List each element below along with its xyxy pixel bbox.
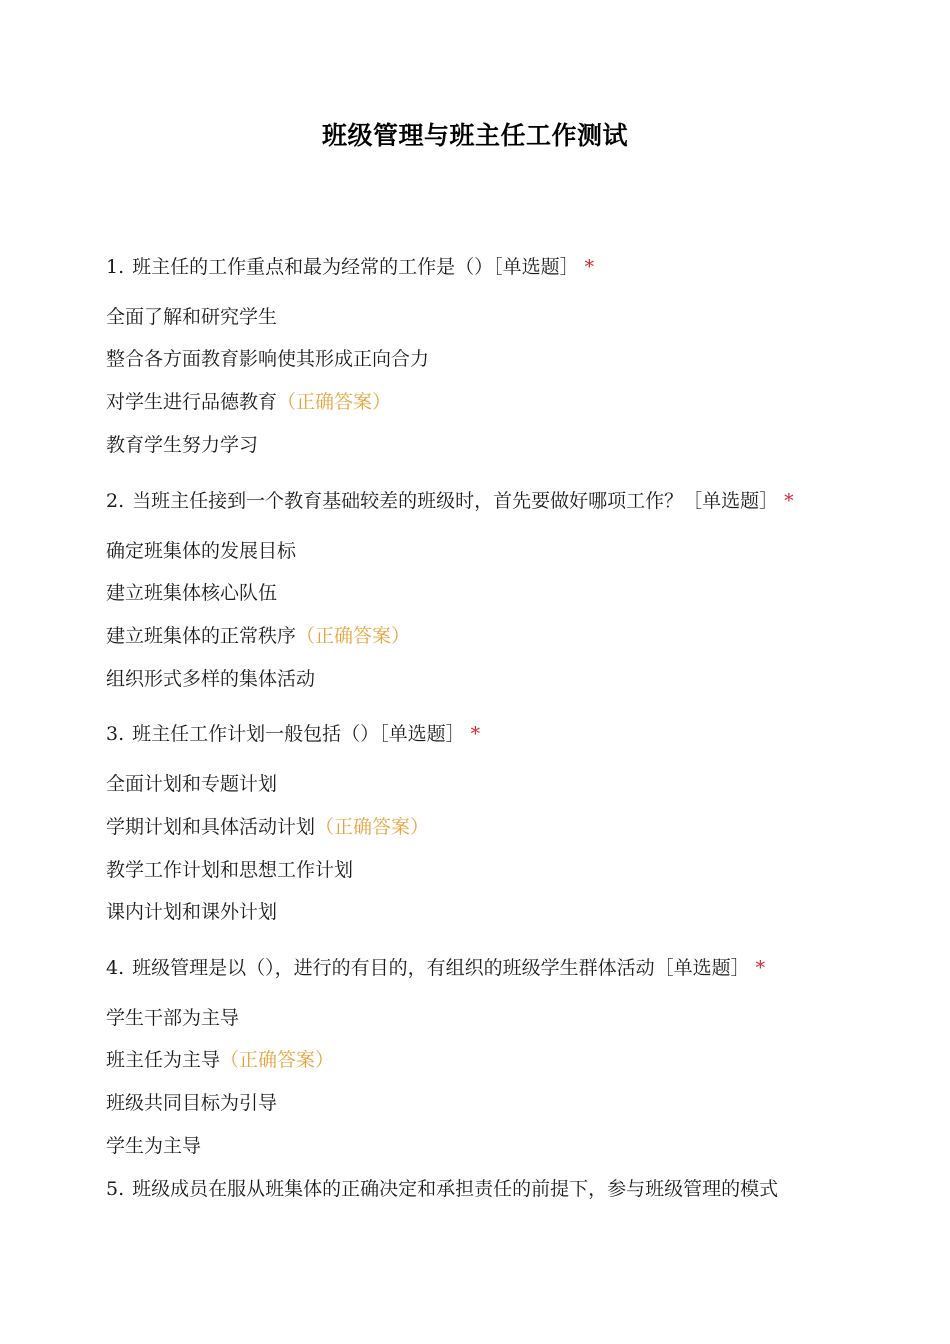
question-text: 班级成员在服从班集体的正确决定和承担责任的前提下，参与班级管理的模式: [132, 1178, 779, 1200]
option-text: 全面了解和研究学生: [106, 306, 278, 328]
option-text: 学生为主导: [106, 1135, 202, 1157]
option-3-b[interactable]: [106, 815, 429, 839]
page-title: 班级管理与班主任工作测试: [321, 121, 628, 150]
question-3: [106, 722, 480, 746]
option-4-b[interactable]: [106, 1048, 334, 1072]
question-text: 班级管理是以（），进行的有目的，有组织的班级学生群体活动［单选题］: [132, 957, 750, 979]
option-text: 整合各方面教育影响使其形成正向合力: [106, 348, 430, 370]
required-mark: *: [755, 957, 766, 979]
option-3-d[interactable]: [106, 900, 277, 924]
required-mark: *: [470, 723, 481, 745]
question-1: [106, 255, 594, 279]
question-text: 当班主任接到一个教育基础较差的班级时，首先要做好哪项工作？［单选题］: [132, 490, 779, 512]
correct-answer-tag: （正确答案）: [315, 816, 430, 838]
question-5: [106, 1177, 778, 1201]
option-4-c[interactable]: [106, 1091, 277, 1115]
question-number: 2.: [106, 490, 125, 512]
question-4: [106, 956, 765, 980]
required-mark: *: [584, 256, 595, 278]
option-text: 班级共同目标为引导: [106, 1092, 278, 1114]
correct-answer-tag: （正确答案）: [277, 391, 392, 413]
question-number: 5.: [106, 1178, 125, 1200]
option-text: 教育学生努力学习: [106, 434, 259, 456]
option-3-c[interactable]: [106, 858, 353, 882]
option-text: 组织形式多样的集体活动: [106, 668, 316, 690]
option-text: 对学生进行品德教育: [106, 391, 278, 413]
option-1-a[interactable]: [106, 305, 277, 329]
option-2-a[interactable]: [106, 539, 296, 563]
required-mark: *: [784, 490, 794, 512]
option-text: 学生干部为主导: [106, 1007, 240, 1029]
question-2: [106, 489, 794, 513]
question-text: 班主任工作计划一般包括（）［单选题］: [132, 723, 465, 745]
option-text: 教学工作计划和思想工作计划: [106, 859, 354, 881]
option-text: 学期计划和具体活动计划: [106, 816, 316, 838]
correct-answer-tag: （正确答案）: [220, 1049, 335, 1071]
question-number: 3.: [106, 723, 125, 745]
option-3-a[interactable]: [106, 772, 277, 796]
correct-answer-tag: （正确答案）: [296, 625, 411, 647]
question-text: 班主任的工作重点和最为经常的工作是（）［单选题］: [132, 256, 579, 278]
question-number: 1.: [106, 256, 125, 278]
option-text: 确定班集体的发展目标: [106, 540, 297, 562]
option-1-d[interactable]: [106, 433, 258, 457]
option-text: 班主任为主导: [106, 1049, 221, 1071]
option-text: 建立班集体核心队伍: [106, 582, 278, 604]
option-1-b[interactable]: [106, 347, 429, 371]
option-2-b[interactable]: [106, 581, 277, 605]
option-4-d[interactable]: [106, 1134, 201, 1158]
option-2-d[interactable]: [106, 667, 315, 691]
question-number: 4.: [106, 957, 125, 979]
option-4-a[interactable]: [106, 1006, 239, 1030]
option-text: 建立班集体的正常秩序: [106, 625, 297, 647]
option-text: 全面计划和专题计划: [106, 773, 278, 795]
option-text: 课内计划和课外计划: [106, 901, 278, 923]
option-1-c[interactable]: [106, 390, 391, 414]
option-2-c[interactable]: [106, 624, 410, 648]
